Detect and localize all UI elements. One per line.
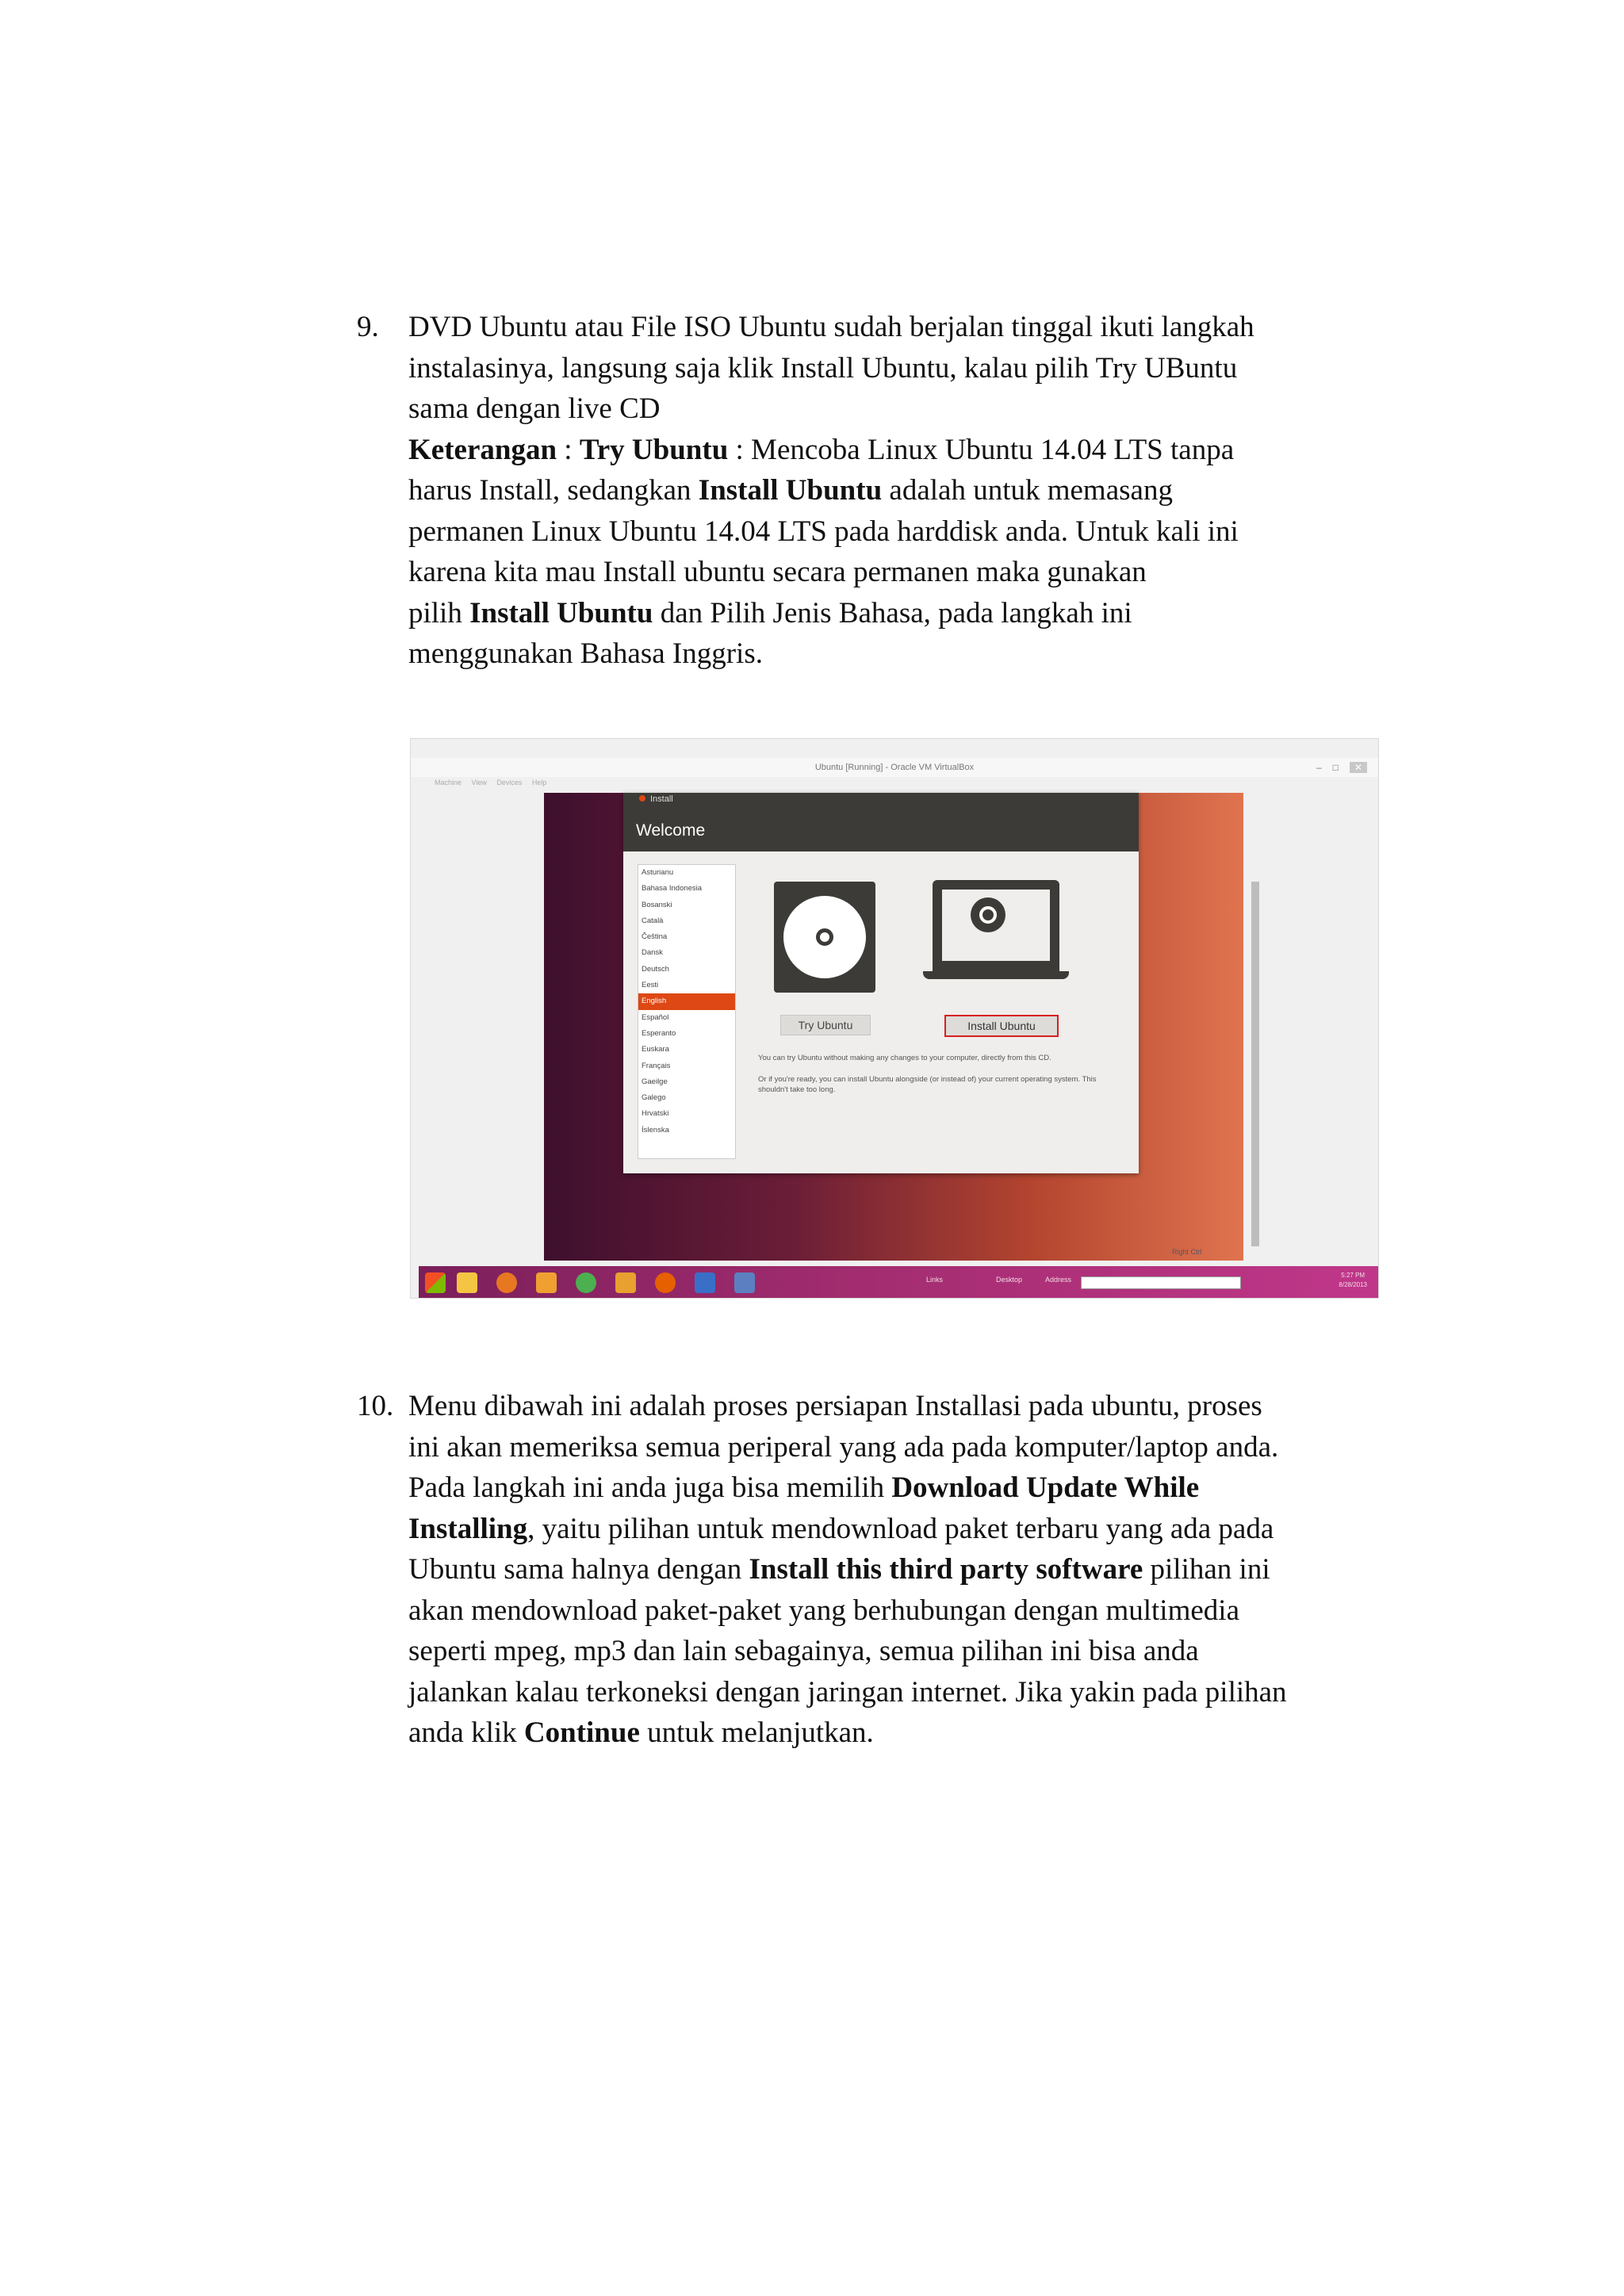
try-ubuntu-button[interactable]: Try Ubuntu [780, 1015, 871, 1035]
text-run: : Mencoba Linux Ubuntu 14.04 LTS tanpa [728, 433, 1235, 466]
window-controls [1316, 758, 1367, 777]
installer-description [758, 1053, 1123, 1106]
text-run: jalankan kalau terkoneksi dengan jaringan internet. Jika yakin pada pilihan [408, 1675, 1287, 1709]
description-install: Or if you're ready, you can install Ubuntu alongside (or instead of) your current operating system. This shouldn't take too long. [758, 1075, 1097, 1094]
text-line [408, 1590, 1388, 1632]
bold-text: Download Update While [891, 1471, 1200, 1504]
text-line [408, 1509, 1388, 1550]
taskbar-address-label: Address [1045, 1276, 1072, 1284]
app-icon[interactable] [695, 1272, 715, 1293]
text-run: sama dengan live CD [408, 392, 661, 425]
language-option[interactable]: Català [642, 916, 664, 925]
list-item-10 [357, 1386, 1388, 1754]
text-run: ini akan memeriksa semua periperal yang ada pada komputer/laptop anda. [408, 1430, 1279, 1464]
language-option[interactable]: Eesti [642, 981, 659, 990]
text-run: Pada langkah ini anda juga bisa memilih [408, 1471, 892, 1504]
text-line [408, 633, 1388, 675]
dialog-header [623, 793, 1139, 851]
text-run: instalasinya, langsung saja klik Install Ubuntu, kalau pilih Try UBuntu [408, 351, 1238, 385]
text-line [408, 1631, 1388, 1672]
text-run: , yaitu pilihan untuk mendownload paket terbaru yang ada pada [527, 1512, 1274, 1545]
text-run: pilihan ini [1143, 1553, 1270, 1586]
language-option[interactable]: Euskara [642, 1045, 669, 1054]
installer-dialog [623, 793, 1139, 1173]
language-option[interactable]: Čeština [642, 932, 668, 942]
windows-taskbar [419, 1266, 1378, 1298]
text-line [408, 1386, 1388, 1427]
text-run: seperti mpeg, mp3 dan lain sebagainya, semua pilihan ini bisa anda [408, 1635, 1199, 1667]
text-line [408, 1427, 1388, 1468]
language-option[interactable]: Asturianu [642, 868, 674, 877]
language-option[interactable]: Dansk [642, 948, 663, 958]
text-run: menggunakan Bahasa Inggris. [408, 637, 763, 670]
virtualbox-menu[interactable]: Machine View Devices Help [435, 779, 547, 786]
vm-scrollbar[interactable] [1251, 882, 1259, 1246]
text-run: anda klik [408, 1716, 524, 1749]
language-option[interactable]: Íslenska [642, 1125, 669, 1135]
laptop-base [923, 971, 1069, 979]
maximize-icon[interactable]: □ [1332, 762, 1350, 773]
folder-icon[interactable] [457, 1272, 477, 1293]
start-icon[interactable] [425, 1272, 446, 1293]
taskbar-desktop[interactable]: Desktop [996, 1276, 1023, 1284]
taskbar-links[interactable]: Links [926, 1276, 944, 1284]
text-line [408, 1468, 1388, 1509]
text-line [408, 593, 1388, 634]
bold-text: Install this third party software [749, 1553, 1143, 1586]
virtualbox-title: Ubuntu [Running] - Oracle VM VirtualBox [411, 758, 1378, 777]
language-option[interactable]: Bahasa Indonesia [642, 884, 703, 894]
language-option[interactable]: Hrvatski [642, 1109, 669, 1119]
bold-text: Install Ubuntu [469, 596, 653, 629]
text-run: dan Pilih Jenis Bahasa, pada langkah ini [653, 596, 1132, 629]
cd-icon [774, 882, 875, 993]
item-10-text [408, 1386, 1388, 1754]
vm-status-icons [1172, 1248, 1370, 1262]
address-input[interactable] [1081, 1276, 1241, 1289]
minimize-icon[interactable]: – [1316, 762, 1333, 773]
language-option[interactable]: Français [642, 1061, 671, 1070]
text-run: untuk melanjutkan. [639, 1716, 874, 1749]
text-run: karena kita mau Install ubuntu secara permanen maka gunakan [408, 556, 1147, 588]
bold-text: Try Ubuntu [579, 433, 729, 466]
language-option[interactable]: Deutsch [642, 964, 669, 974]
bold-text: Continue [523, 1716, 640, 1749]
text-line [408, 307, 1388, 348]
app-icon[interactable] [496, 1272, 517, 1293]
vm-display [544, 793, 1243, 1261]
language-option[interactable]: Esperanto [642, 1028, 676, 1038]
item-9-text [408, 307, 1388, 675]
language-list[interactable] [638, 864, 736, 1159]
text-run: : [557, 433, 580, 466]
laptop-icon [933, 880, 1059, 971]
vlc-icon[interactable] [615, 1272, 636, 1293]
text-run: Ubuntu sama halnya dengan [408, 1553, 749, 1586]
ubuntu-installer-screenshot [411, 739, 1378, 1298]
virtualbox-icon[interactable] [734, 1272, 755, 1293]
text-line [408, 470, 1388, 511]
text-run: harus Install, sedangkan [408, 474, 699, 507]
language-option[interactable]: Español [642, 1012, 669, 1022]
chrome-icon[interactable] [576, 1272, 596, 1293]
item-number: 10. [357, 1390, 394, 1422]
dialog-app-label: Install [639, 794, 673, 804]
description-try: You can try Ubuntu without making any changes to your computer, directly from this CD. [758, 1054, 1051, 1062]
text-line [408, 348, 1388, 389]
install-ubuntu-button[interactable]: Install Ubuntu [944, 1015, 1059, 1037]
app-icon[interactable] [536, 1272, 557, 1293]
bold-text: Installing [408, 1512, 528, 1545]
bold-text: Install Ubuntu [698, 474, 883, 507]
text-line [408, 1672, 1388, 1713]
taskbar-clock: 5:27 PM 8/28/2013 [1339, 1272, 1367, 1288]
language-option[interactable]: Galego [642, 1093, 666, 1103]
text-line [408, 552, 1388, 593]
text-run: Menu dibawah ini adalah proses persiapan Installasi pada ubuntu, proses [408, 1390, 1262, 1422]
close-icon[interactable]: ✕ [1350, 762, 1367, 773]
text-line [408, 1549, 1388, 1590]
firefox-icon[interactable] [655, 1272, 676, 1293]
text-line [408, 1712, 1388, 1754]
text-run: akan mendownload paket-paket yang berhubungan dengan multimedia [408, 1594, 1239, 1627]
text-line [408, 388, 1388, 430]
host-key-label: Right Ctrl [1172, 1248, 1202, 1256]
text-line [408, 511, 1388, 553]
dialog-title: Welcome [636, 821, 706, 840]
language-option[interactable]: Bosanski [642, 900, 672, 909]
language-option[interactable]: Gaeilge [642, 1077, 668, 1086]
item-number: 9. [357, 311, 379, 343]
language-option[interactable]: English [638, 993, 735, 1009]
text-run: DVD Ubuntu atau File ISO Ubuntu sudah berjalan tinggal ikuti langkah [408, 311, 1254, 343]
bold-text: Keterangan [408, 433, 557, 466]
text-line [408, 430, 1388, 471]
text-run: permanen Linux Ubuntu 14.04 LTS pada harddisk anda. Untuk kali ini [408, 515, 1239, 548]
text-run: adalah untuk memasang [882, 474, 1173, 507]
list-item-9 [357, 307, 1388, 675]
text-run: pilih [408, 596, 470, 629]
